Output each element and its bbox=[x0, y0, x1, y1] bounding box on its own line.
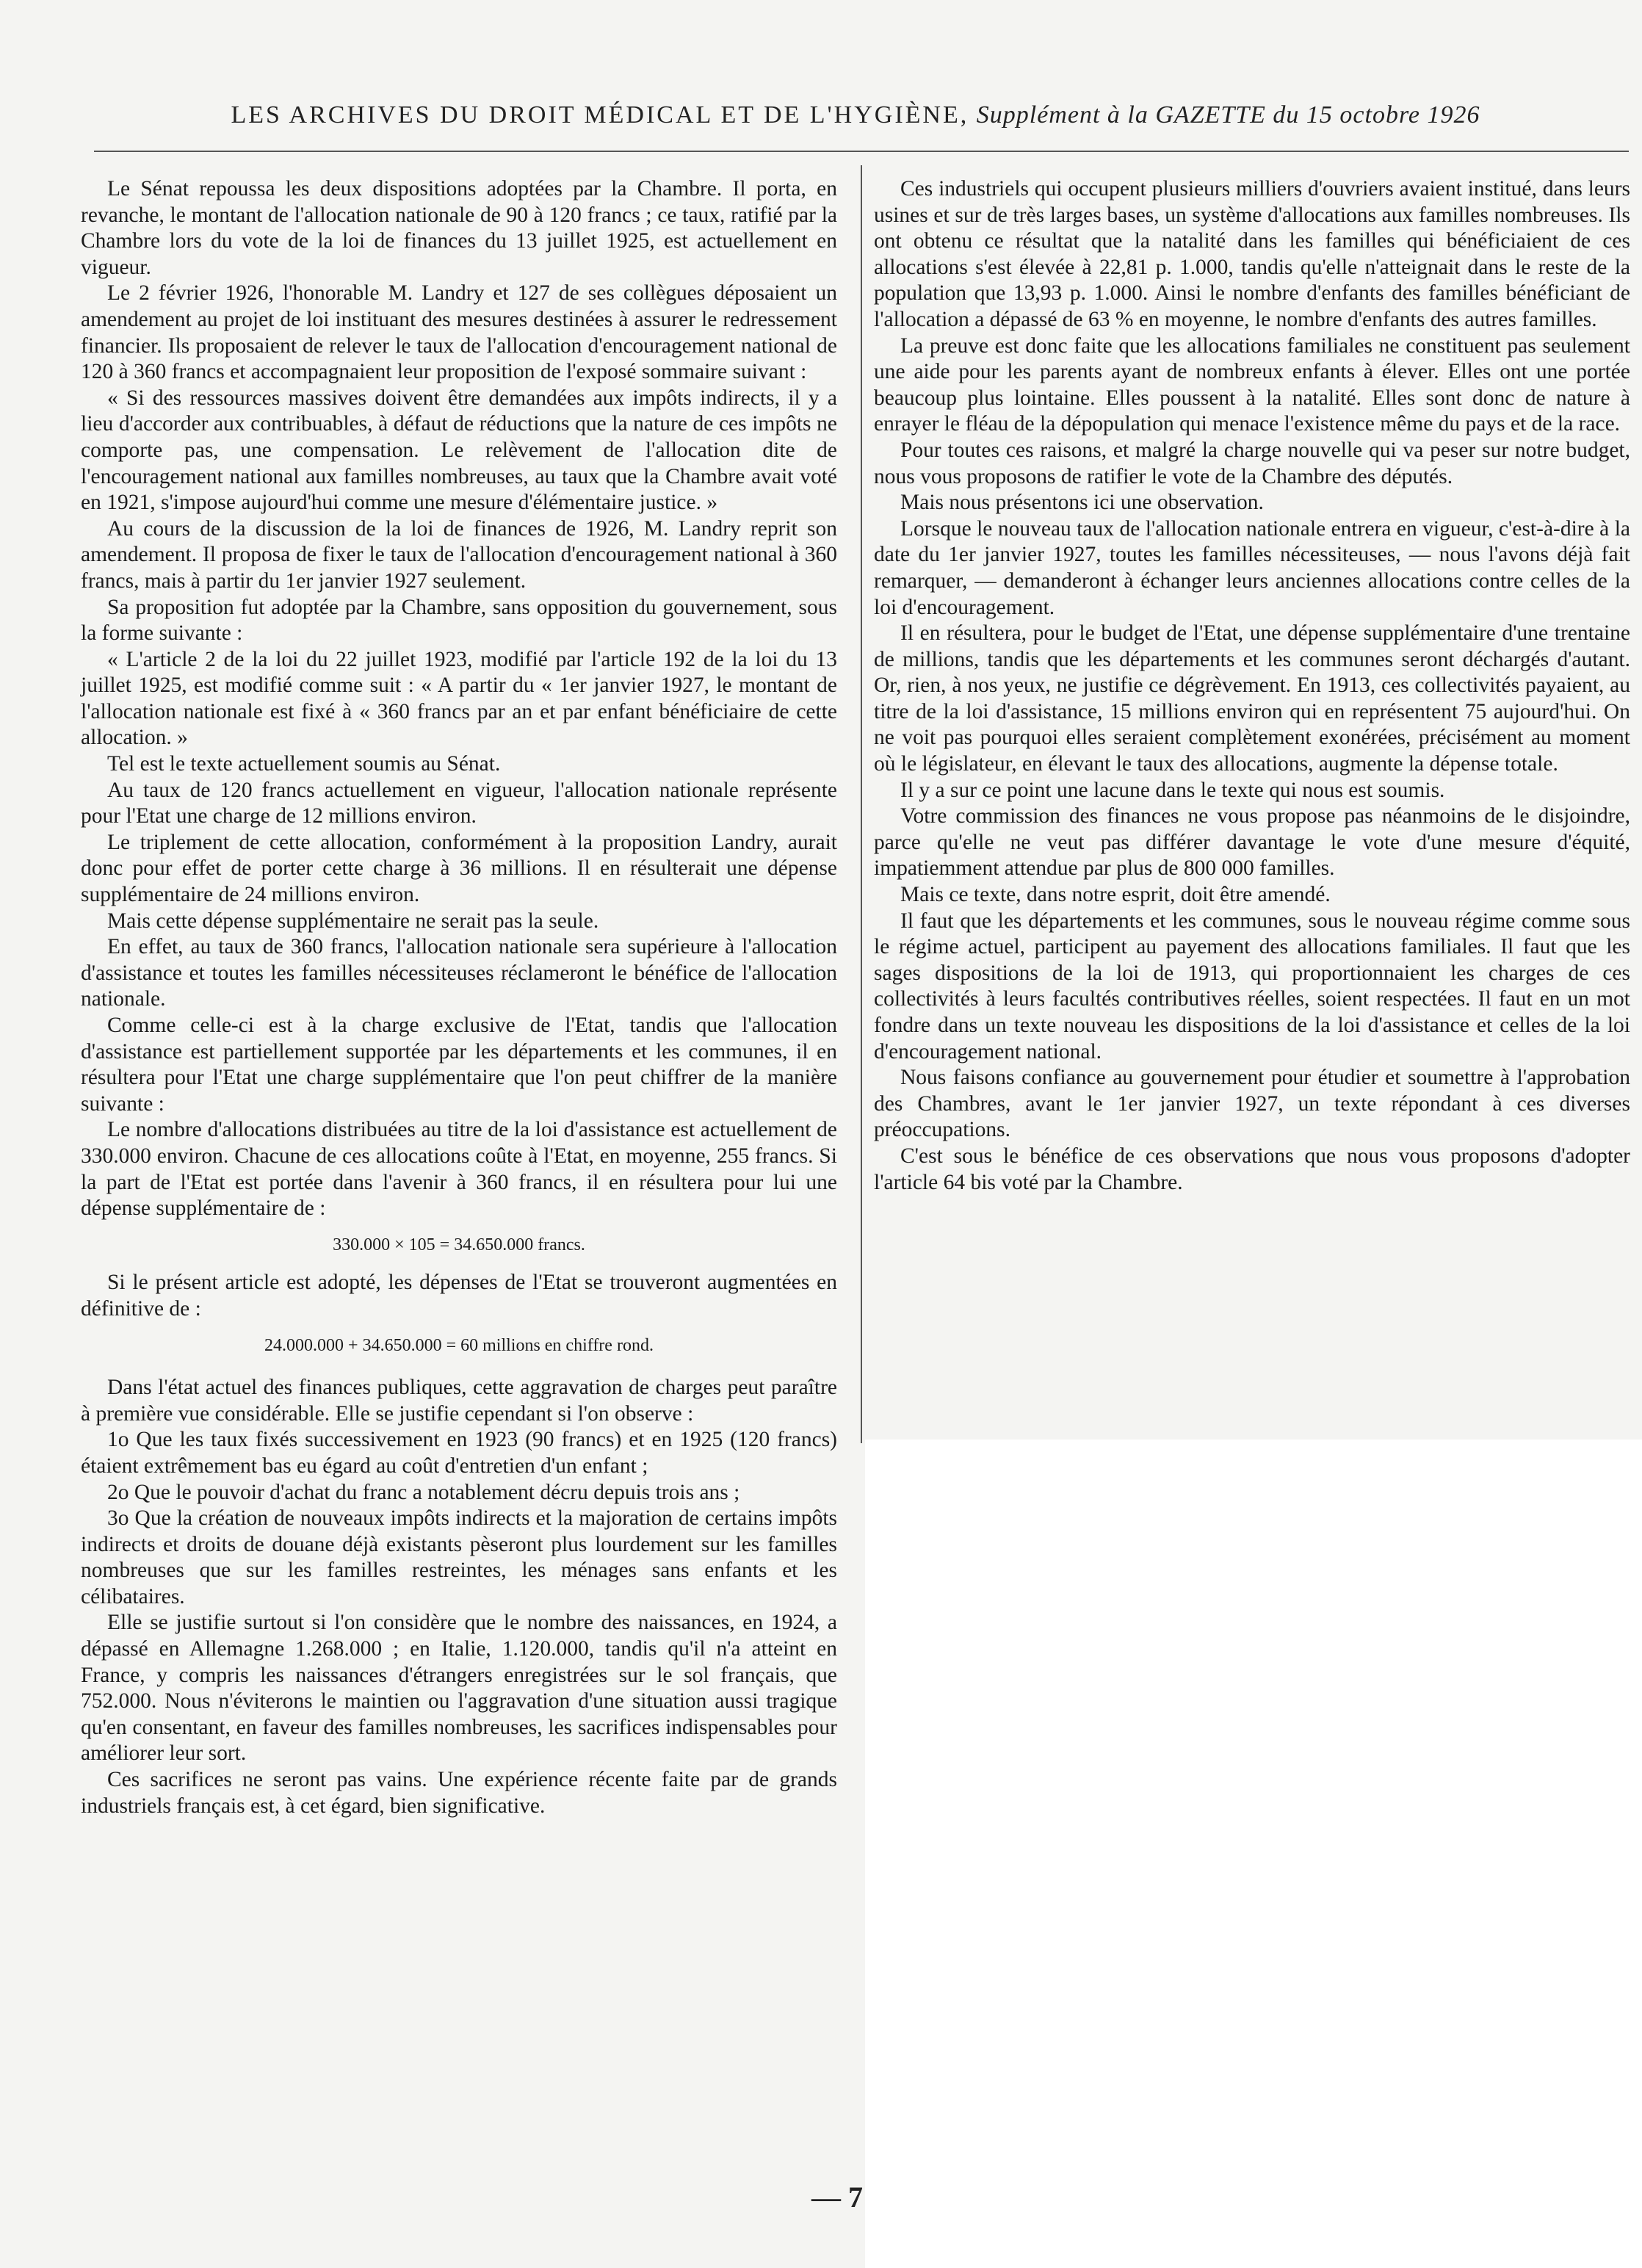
paragraph: La preuve est donc faite que les allocations familiales ne constituent pas seulement une aide pour les parents ayant de nombreux enfants à élever. Elles ont une portée beaucoup plus lointaine. Elles poussent à la natalité. Elles sont donc de nature à enrayer le fléau de la dépopulation qui menace l'existence même du pays et de la race. bbox=[874, 333, 1630, 436]
paragraph: 1o Que les taux fixés successivement en 1923 (90 francs) et en 1925 (120 francs) étaient extrêmement bas eu égard au coût d'entretien d'un enfant ; bbox=[81, 1428, 837, 1478]
paragraph: C'est sous le bénéfice de ces observations que nous vous proposons d'adopter l'article 64 bis voté par la Chambre. bbox=[874, 1144, 1630, 1194]
paragraph: Sa proposition fut adoptée par la Chambre, sans opposition du gouvernement, sous la forme suivante : bbox=[81, 595, 837, 646]
column-divider bbox=[861, 165, 862, 1443]
paragraph: Si le présent article est adopté, les dépenses de l'Etat se trouveront augmentées en définitive de : bbox=[81, 1271, 837, 1321]
paragraph: Ces industriels qui occupent plusieurs milliers d'ouvriers avaient institué, dans leurs usines et sur de très larges bases, un système d'allocations aux familles nombreuses. Ils ont obtenu ce résultat que la natalité dans les familles qui bénéficiaient de ces allocations s'est élevée à 22,81 p. 1.000, tandis qu'elle n'atteignait dans le reste de la population que 13,93 p. 1.000. Ainsi le nombre d'enfants des familles bénéficiant de l'allocation a dépassé de 63 % en moyenne, le nombre d'enfants des autres familles. bbox=[874, 177, 1630, 331]
paragraph: Le 2 février 1926, l'honorable M. Landry et 127 de ses collègues déposaient un amendement au projet de loi instituant des mesures destinées à assurer le redressement financier. Ils proposaient de relever le taux de l'allocation d'encouragement national de 120 à 360 francs et accompagnaient leur proposition de l'exposé sommaire suivant : bbox=[81, 281, 837, 384]
paragraph: Il faut que les départements et les communes, sous le nouveau régime comme sous le régime actuel, participent au payement des allocations familiales. Il faut que les sages dispositions de la loi de 1913, qui proportionnaient les charges de ces collectivités à leurs facultés contributives réelles, soient respectées. Il faut en un mot fondre dans un texte nouveau les dispositions de la loi d'assistance et celles de la loi d'encouragement national. bbox=[874, 909, 1630, 1063]
paragraph: Pour toutes ces raisons, et malgré la charge nouvelle qui va peser sur notre budget, nous vous proposons de ratifier le vote de la Chambre des députés. bbox=[874, 438, 1630, 488]
journal-title: LES ARCHIVES DU DROIT MÉDICAL ET DE L'HYGIÈNE, bbox=[231, 101, 969, 129]
paragraph: 2o Que le pouvoir d'achat du franc a notablement décru depuis trois ans ; bbox=[107, 1480, 740, 1504]
formula-line: 330.000 × 105 = 34.650.000 francs. bbox=[333, 1235, 585, 1254]
running-header bbox=[88, 101, 1623, 129]
paragraph: « L'article 2 de la loi du 22 juillet 1923, modifié par l'article 192 de la loi du 13 juillet 1925, est modifié comme suit : « A partir du « 1er janvier 1927, le montant de l'allocation nationale est fixé à « 360 francs par an et par enfant bénéficiaire de cette allocation. » bbox=[81, 647, 837, 750]
paragraph: Mais nous présentons ici une observation. bbox=[900, 491, 1264, 515]
right-column bbox=[874, 176, 1630, 1196]
paragraph: Le triplement de cette allocation, conformément à la proposition Landry, aurait donc pour effet de porter cette charge à 36 millions. Il en résulterait une dépense supplémentaire de 24 millions environ. bbox=[81, 830, 837, 907]
blank-area bbox=[865, 1440, 1642, 2268]
paragraph: Tel est le texte actuellement soumis au Sénat. bbox=[107, 752, 501, 776]
paragraph: Mais ce texte, dans notre esprit, doit être amendé. bbox=[900, 883, 1331, 907]
paragraph: Mais cette dépense supplémentaire ne serait pas la seule. bbox=[107, 909, 599, 933]
paragraph: Il en résultera, pour le budget de l'Etat, une dépense supplémentaire d'une trentaine de millions, tandis que les départements et les communes seront déchargés d'autant. Or, rien, à nos yeux, ne justifie ce dégrèvement. En 1913, ces collectivités payaient, au titre de la loi d'assistance, 15 millions environ qui en représentent 75 aujourd'hui. On ne voit pas pourquoi elles seraient complètement exonérées, précisément au moment où le législateur, en élevant le taux des allocations, augmente la dépense totale. bbox=[874, 621, 1630, 776]
paragraph: Ces sacrifices ne seront pas vains. Une expérience récente faite par de grands industriels français est, à cet égard, bien significative. bbox=[81, 1768, 837, 1818]
paragraph: « Si des ressources massives doivent être demandées aux impôts indirects, il y a lieu d'accorder aux contribuables, à défaut de réductions que la nature de ces impôts ne comporte pas, une compensation. Le relèvement de l'allocation dite de l'encouragement national aux familles nombreuses, au taux que la Chambre avait voté en 1921, s'impose aujourd'hui comme une mesure d'élémentaire justice. » bbox=[81, 386, 837, 515]
paragraph: Le Sénat repoussa les deux dispositions adoptées par la Chambre. Il porta, en revanche, le montant de l'allocation nationale de 90 à 120 francs ; ce taux, ratifié par la Chambre lors du vote de la loi de finances du 13 juillet 1925, est actuellement en vigueur. bbox=[81, 177, 837, 279]
left-column bbox=[81, 176, 837, 1819]
page-number: — 7 bbox=[811, 2181, 863, 2214]
paragraph: Lorsque le nouveau taux de l'allocation nationale entrera en vigueur, c'est-à-dire à la date du 1er janvier 1927, toutes les familles nécessiteuses, — nous l'avons déjà fait remarquer, — demanderont à échanger leurs anciennes allocations contre celles de la loi d'encouragement. bbox=[874, 516, 1630, 619]
paragraph: 3o Que la création de nouveaux impôts indirects et la majoration de certains impôts indirects et droits de douane déjà existants pèseront plus lourdement sur les familles nombreuses que sur les familles restreintes, les ménages sans enfants et les célibataires. bbox=[81, 1506, 837, 1608]
paragraph: Au taux de 120 francs actuellement en vigueur, l'allocation nationale représente pour l'Etat une charge de 12 millions environ. bbox=[81, 778, 837, 828]
header-rule bbox=[94, 151, 1629, 152]
paragraph: Votre commission des finances ne vous propose pas néanmoins de le disjoindre, parce qu'elle ne veut pas différer davantage le vote d'une mesure d'équité, impatiemment attendue par plus de 800 000 familles. bbox=[874, 804, 1630, 881]
paragraph: En effet, au taux de 360 francs, l'allocation nationale sera supérieure à l'allocation d'assistance et toutes les familles nécessiteuses réclameront le bénéfice de l'allocation nationale. bbox=[81, 935, 837, 1011]
paragraph: Le nombre d'allocations distribuées au titre de la loi d'assistance est actuellement de 330.000 environ. Chacune de ces allocations coûte à l'Etat, en moyenne, 255 francs. Si la part de l'Etat est portée dans l'avenir à 360 francs, il en résultera pour lui une dépense supplémentaire de : bbox=[81, 1118, 837, 1221]
paragraph: Nous faisons confiance au gouvernement pour étudier et soumettre à l'approbation des Chambres, avant le 1er janvier 1927, un texte répondant à ces diverses préoccupations. bbox=[874, 1066, 1630, 1142]
paragraph: Il y a sur ce point une lacune dans le texte qui nous est soumis. bbox=[900, 778, 1445, 802]
supplement-line: Supplément à la GAZETTE du 15 octobre 1926 bbox=[976, 101, 1480, 129]
formula-line: 24.000.000 + 34.650.000 = 60 millions en chiffre rond. bbox=[264, 1335, 654, 1355]
paragraph: Comme celle-ci est à la charge exclusive de l'Etat, tandis que l'allocation d'assistance est partiellement supportée par les départements et les communes, il en résultera pour l'Etat une charge supplémentaire que l'on peut chiffrer de la manière suivante : bbox=[81, 1014, 837, 1116]
paragraph: Au cours de la discussion de la loi de finances de 1926, M. Landry reprit son amendement. Il proposa de fixer le taux de l'allocation d'encouragement national à 360 francs, mais à partir du 1er janvier 1927 seulement. bbox=[81, 516, 837, 593]
paragraph: Elle se justifie surtout si l'on considère que le nombre des naissances, en 1924, a dépassé en Allemagne 1.268.000 ; en Italie, 1.120.000, tandis qu'il n'a atteint en France, y compris les naissances d'étrangers enregistrées sur le sol français, que 752.000. Nous n'éviterons le maintien ou l'aggravation d'une situation aussi tragique qu'en consentant, en faveur des familles nombreuses, les sacrifices indispensables pour améliorer leur sort. bbox=[81, 1611, 837, 1766]
paragraph: Dans l'état actuel des finances publiques, cette aggravation de charges peut paraître à première vue considérable. Elle se justifie cependant si l'on observe : bbox=[81, 1376, 837, 1426]
